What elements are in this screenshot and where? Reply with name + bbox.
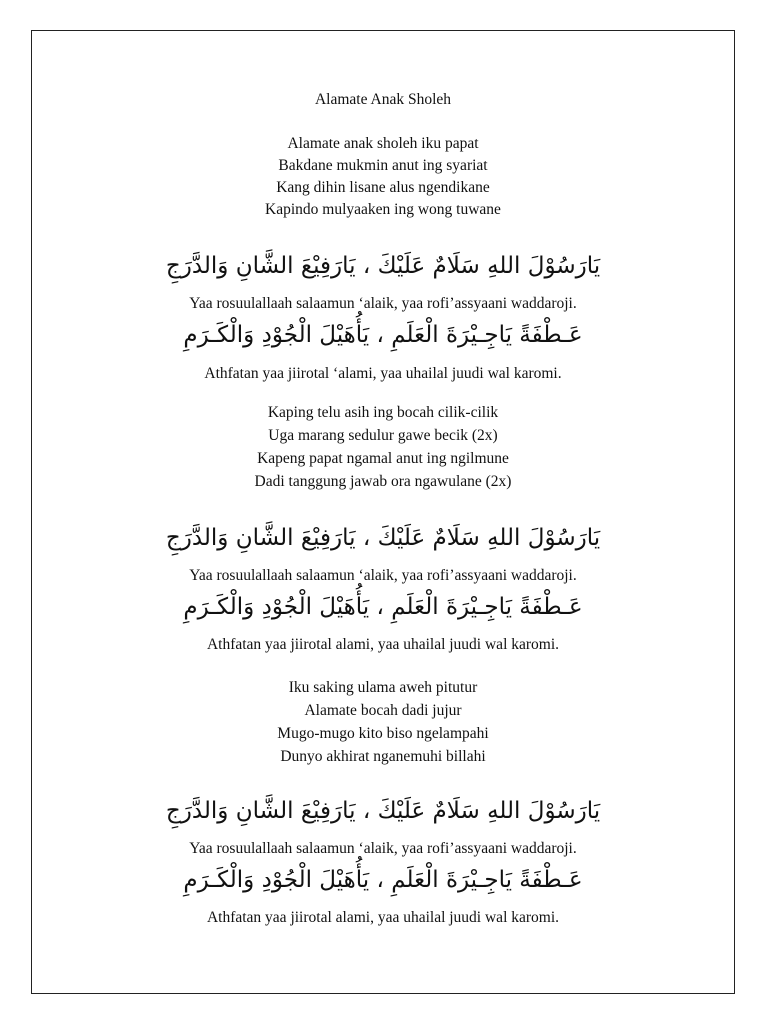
document-page <box>31 30 735 994</box>
song-title: Alamate Anak Sholeh <box>314 91 452 108</box>
chorus2-latin-line1: Yaa rosuulallaah salaamun ‘alaik, yaa rofi’assyaani waddaroji. <box>189 567 577 584</box>
chorus1-latin-line1: Yaa rosuulallaah salaamun ‘alaik, yaa rofi’assyaani waddaroji. <box>189 295 577 312</box>
chorus1-latin-line2: Athfatan yaa jiirotal ‘alami, yaa uhailal juudi wal karomi. <box>204 365 562 382</box>
chorus1-arabic-line2: عَـطْفَةً يَاجِـيْرَةَ الْعَلَمِ ، يَأُهَيْلَ الْجُوْدِ وَالْكَـرَمِ <box>183 322 583 348</box>
chorus3-latin-line2: Athfatan yaa jiirotal alami, yaa uhailal juudi wal karomi. <box>206 909 560 926</box>
verse3-line3: Mugo-mugo kito biso ngelampahi <box>277 725 489 742</box>
verse1-line2: Bakdane mukmin anut ing syariat <box>278 157 488 174</box>
chorus2-arabic-line2: عَـطْفَةً يَاجِـيْرَةَ الْعَلَمِ ، يَأُهَيْلَ الْجُوْدِ وَالْكَـرَمِ <box>183 594 583 620</box>
chorus3-arabic-line2: عَـطْفَةً يَاجِـيْرَةَ الْعَلَمِ ، يَأُهَيْلَ الْجُوْدِ وَالْكَـرَمِ <box>183 867 583 893</box>
verse2-line1: Kaping telu asih ing bocah cilik-cilik <box>267 404 499 421</box>
chorus3-latin-line1: Yaa rosuulallaah salaamun ‘alaik, yaa rofi’assyaani waddaroji. <box>189 840 577 857</box>
verse2-line4: Dadi tanggung jawab ora ngawulane (2x) <box>254 473 512 490</box>
verse2-line2: Uga marang sedulur gawe becik (2x) <box>268 427 498 444</box>
verse3-line2: Alamate bocah dadi jujur <box>304 702 462 719</box>
chorus1-arabic-line1: يَارَسُوْلَ اللهِ سَلَامٌ عَلَيْكَ ، يَارَفِيْعَ الشَّانِ وَالدَّرَجِ <box>165 253 601 279</box>
chorus2-latin-line2: Athfatan yaa jiirotal alami, yaa uhailal juudi wal karomi. <box>206 636 560 653</box>
verse2-line3: Kapeng papat ngamal anut ing ngilmune <box>257 450 509 467</box>
verse3-line1: Iku saking ulama aweh pitutur <box>288 679 478 696</box>
verse3-line4: Dunyo akhirat nganemuhi billahi <box>280 748 486 765</box>
chorus2-arabic-line1: يَارَسُوْلَ اللهِ سَلَامٌ عَلَيْكَ ، يَارَفِيْعَ الشَّانِ وَالدَّرَجِ <box>165 525 601 551</box>
verse1-line3: Kang dihin lisane alus ngendikane <box>276 179 490 196</box>
verse1-line1: Alamate anak sholeh iku papat <box>287 135 479 152</box>
chorus3-arabic-line1: يَارَسُوْلَ اللهِ سَلَامٌ عَلَيْكَ ، يَارَفِيْعَ الشَّانِ وَالدَّرَجِ <box>165 798 601 824</box>
verse1-line4: Kapindo mulyaaken ing wong tuwane <box>265 201 501 218</box>
